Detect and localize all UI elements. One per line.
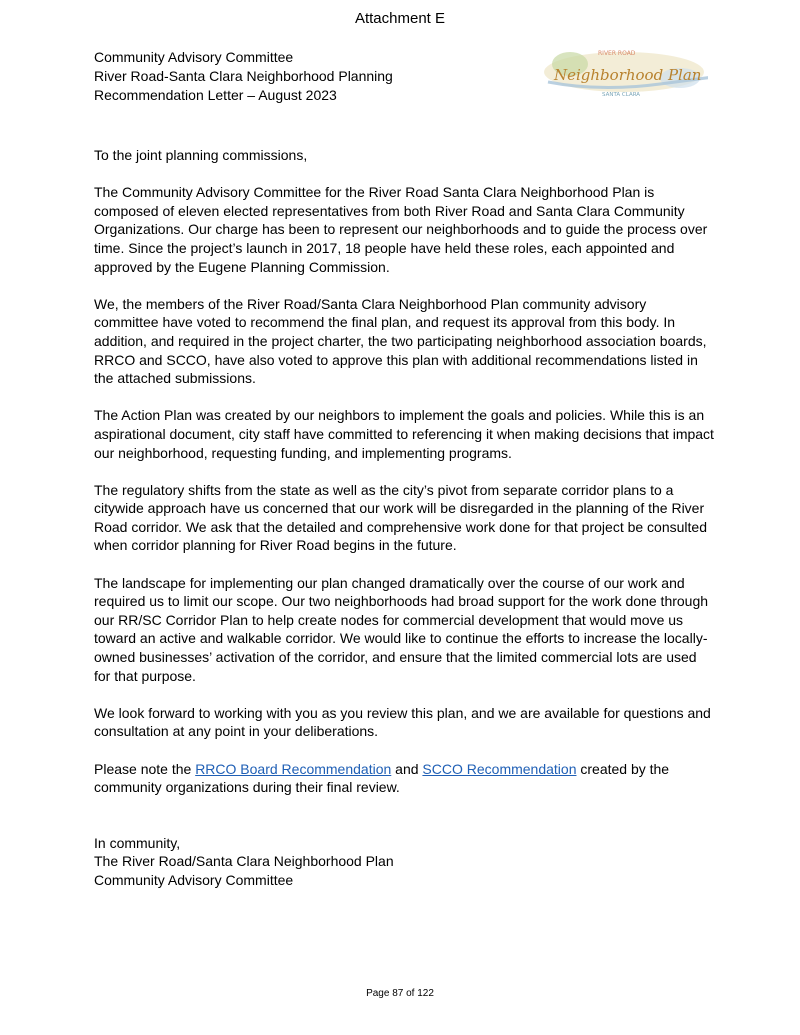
scco-recommendation-link[interactable]: SCCO Recommendation bbox=[422, 760, 577, 777]
salutation: To the joint planning commissions, bbox=[94, 147, 308, 163]
letter-body bbox=[94, 146, 714, 890]
rrco-recommendation-link[interactable]: RRCO Board Recommendation bbox=[195, 760, 392, 777]
logo-bottom-text: SANTA CLARA bbox=[602, 92, 641, 98]
paragraph-recommendation: We, the members of the River Road/Santa Clara Neighborhood Plan community advisory committee have voted to recommend the final plan, and request its approval from this body. In addition, and required in the project charter, the two participating neighborhood association boards, RRCO and SCCO, have also voted to approve this plan with additional recommendations listed in the attached submissions. bbox=[94, 295, 707, 387]
paragraph-note bbox=[94, 760, 714, 797]
paragraph-forward: We look forward to working with you as you review this plan, and we are available for questions and consultation at any point in your deliberations. bbox=[94, 704, 711, 740]
page-number: Page 87 of 122 bbox=[366, 988, 434, 999]
letter-header bbox=[94, 48, 393, 105]
paragraph-landscape: The landscape for implementing our plan changed dramatically over the course of our work and required us to limit our scope. Our two neighborhoods had broad support for the work done through our RR/SC Corridor Plan to help create nodes for commercial development that would move us toward an active and walkable corridor. We would like to continue the efforts to increase the locally-owned businesses’ activation of the corridor, and ensure that the limited commercial lots are used for that purpose. bbox=[94, 574, 709, 684]
paragraph-committee: The Community Advisory Committee for the River Road Santa Clara Neighborhood Plan is composed of eleven elected representatives from both River Road and Santa Clara Community Organizations. Our charge has been to represent our neighborhoods and to guide the process over time. Since the project’s launch in 2017, 18 people have held these roles, each appointed and approved by the Eugene Planning Commission. bbox=[94, 184, 708, 275]
closing-block bbox=[94, 834, 714, 890]
closing-committee: Community Advisory Committee bbox=[94, 871, 294, 888]
logo-top-text: RIVER ROAD bbox=[598, 50, 636, 57]
note-suffix: created by the community organizations during their final review. bbox=[94, 760, 670, 796]
neighborhood-plan-logo bbox=[540, 38, 708, 102]
paragraph-action-plan: The Action Plan was created by our neighbors to implement the goals and policies. While this is an aspirational document, city staff have committed to referencing it when making decisions that impact our neighborhood, requesting funding, and implementing programs. bbox=[94, 407, 714, 461]
paragraph-regulatory: The regulatory shifts from the state as well as the city’s pivot from separate corridor plans to a citywide approach have us concerned that our work will be disregarded in the planning of the River Road corridor. We ask that the detailed and comprehensive work done for that project be consulted when corridor planning for River Road begins in the future. bbox=[94, 481, 707, 554]
header-line-title: Recommendation Letter – August 2023 bbox=[94, 87, 337, 103]
closing-line: In community, bbox=[94, 834, 181, 851]
note-prefix: Please note the bbox=[94, 760, 196, 777]
attachment-label: Attachment E bbox=[354, 10, 446, 27]
note-mid: and bbox=[391, 760, 423, 777]
header-line-committee: Community Advisory Committee bbox=[94, 49, 294, 65]
header-line-project: River Road-Santa Clara Neighborhood Planning bbox=[94, 68, 393, 84]
logo-main-text: Neighborhood Plan bbox=[554, 66, 702, 84]
closing-plan: The River Road/Santa Clara Neighborhood Plan bbox=[94, 853, 394, 870]
